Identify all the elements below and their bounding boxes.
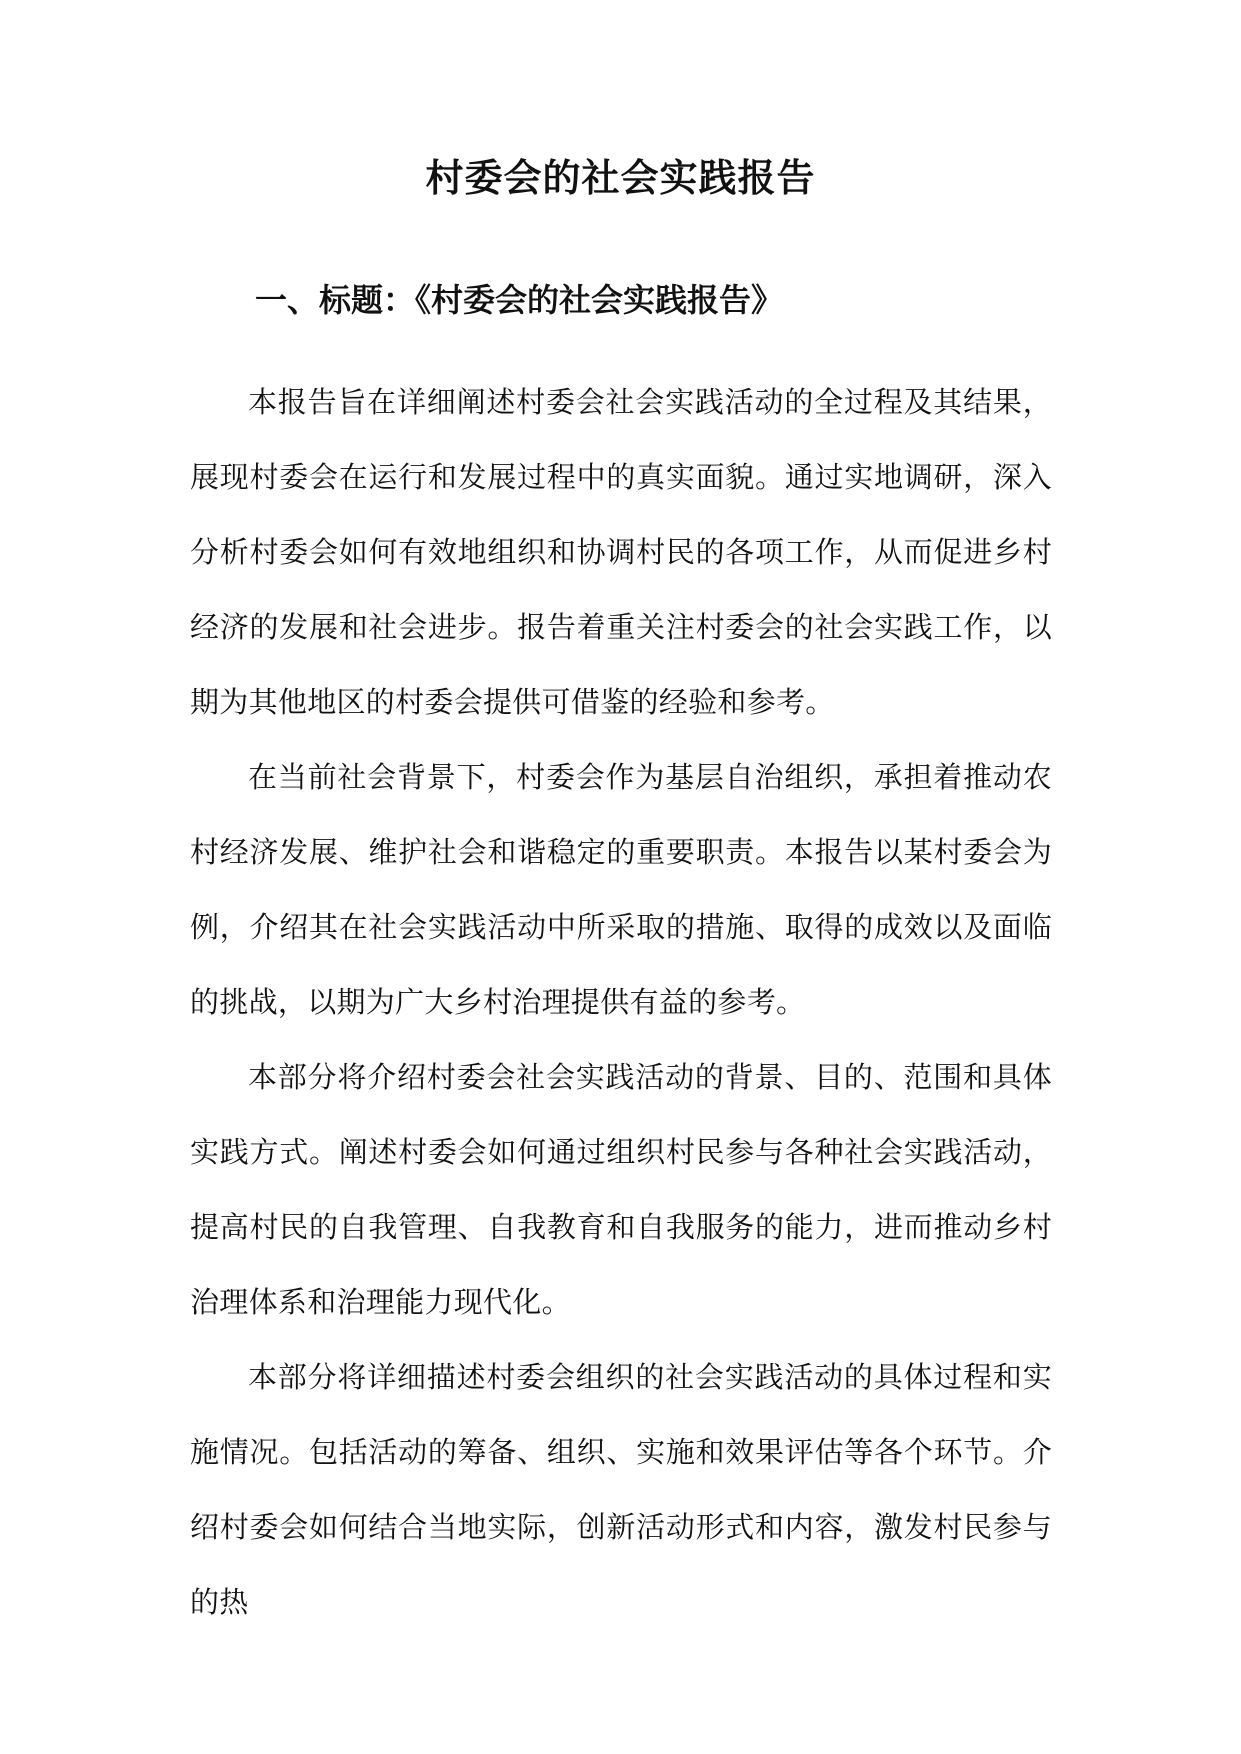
document-title: 村委会的社会实践报告	[425, 155, 816, 200]
paragraph-1: 本报告旨在详细阐述村委会社会实践活动的全过程及其结果，展现村委会在运行和发展过程中的真实面貌。通过实地调研，深入分析村委会如何有效地组织和协调村民的各项工作，从而促进乡村经济的发展和社会进步。报告着重关注村委会的社会实践工作，以期为其他地区的村委会提供可借鉴的经验和参考。	[190, 385, 1052, 719]
document-body	[190, 365, 1052, 1640]
section-heading: 一、标题：《村委会的社会实践报告》	[255, 281, 784, 319]
paragraph-3: 本部分将介绍村委会社会实践活动的背景、目的、范围和具体实践方式。阐述村委会如何通过组织村民参与各种社会实践活动，提高村民的自我管理、自我教育和自我服务的能力，进而推动乡村治理体系和治理能力现代化。	[190, 1060, 1052, 1319]
paragraph-4: 本部分将详细描述村委会组织的社会实践活动的具体过程和实施情况。包括活动的筹备、组织、实施和效果评估等各个环节。介绍村委会如何结合当地实际，创新活动形式和内容，激发村民参与的热	[190, 1360, 1052, 1619]
paragraph-2: 在当前社会背景下，村委会作为基层自治组织，承担着推动农村经济发展、维护社会和谐稳定的重要职责。本报告以某村委会为例，介绍其在社会实践活动中所采取的措施、取得的成效以及面临的挑战，以期为广大乡村治理提供有益的参考。	[190, 760, 1052, 1019]
